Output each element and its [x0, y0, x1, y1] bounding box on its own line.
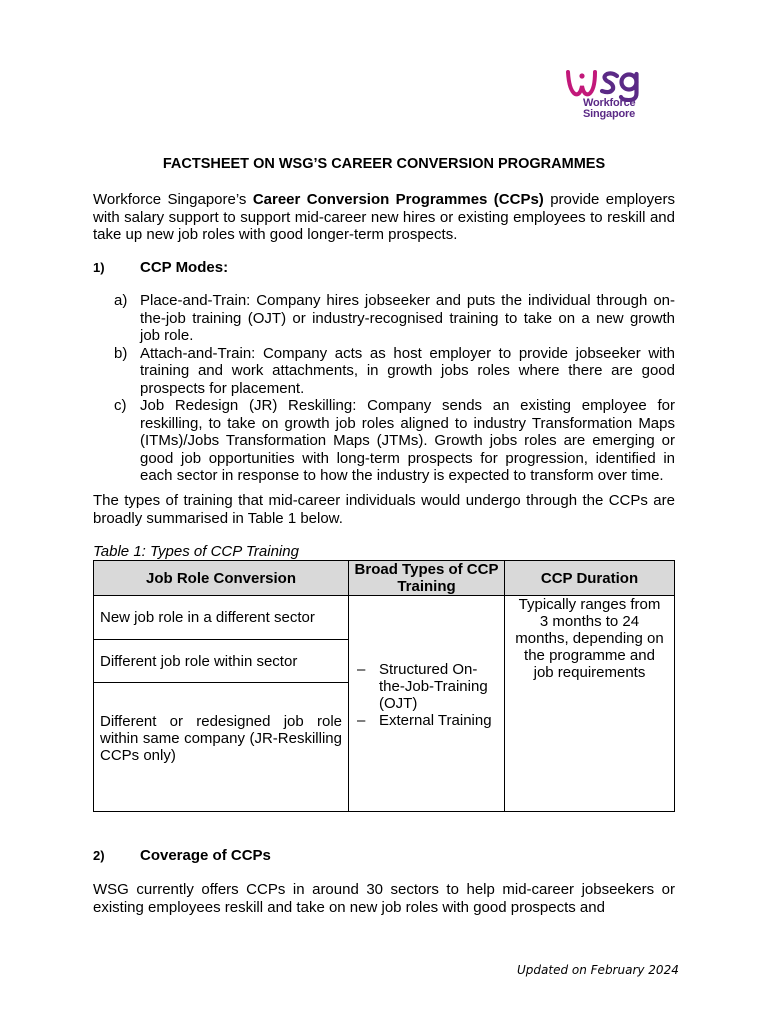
page-title: FACTSHEET ON WSG’S CAREER CONVERSION PROGRAMMES — [162, 156, 606, 172]
ccp-modes-list — [114, 292, 675, 485]
logo-text — [583, 98, 663, 120]
intro-paragraph — [93, 191, 675, 244]
section-2-number: 2) — [93, 848, 105, 863]
list-item — [114, 397, 675, 485]
intro-bold: Career Conversion Programmes (CCPs) — [252, 191, 544, 208]
coverage-paragraph: WSG currently offers CCPs in around 30 sectors to help mid-career jobseekers or existing employees reskill and take on new job roles with good prospects and — [93, 881, 675, 916]
table-cell-conversion — [94, 596, 349, 640]
conversion-text: New job role in a different sector — [100, 609, 315, 626]
conversion-text: Different or redesigned job role within same company (JR-Reskilling CCPs only) — [100, 713, 342, 764]
logo-line-1: Workforce — [583, 97, 636, 109]
table-cell-conversion — [94, 640, 349, 683]
list-item-label: b) — [114, 344, 128, 362]
training-types-list — [349, 596, 504, 729]
table-header-training: Broad Types of CCP Training — [349, 561, 505, 596]
section-2-title: Coverage of CCPs — [140, 847, 271, 864]
table-cell-training — [349, 596, 505, 812]
wsg-logo — [565, 62, 665, 132]
section-2-heading — [93, 847, 271, 864]
list-item-text: Job Redesign (JR) Reskilling: Company sends an existing employee for reskilling, to take on growth job roles aligned to industry Transformation Maps (ITMs)/Jobs Transformation Maps (JTMs). Growth jobs roles are emerging or good job opportunities with long-term prospects for progression, identified in each sector in response to how the industry is expected to transform over time. — [140, 397, 675, 484]
table-cell-conversion — [94, 683, 349, 812]
section-1-heading — [93, 259, 228, 276]
duration-text: Typically ranges from 3 months to 24 months, depending on the programme and job requirements — [515, 596, 664, 681]
intro-post: provide employers with salary support to support mid-career new hires or existing employees to reskill and take up new job roles with good longer-term prospects. — [93, 191, 675, 243]
list-item-text: Attach-and-Train: Company acts as host employer to provide jobseeker with training and work attachments, in growth jobs roles where there are good prospects for placement. — [140, 344, 675, 397]
list-item-label: a) — [114, 292, 128, 309]
list-item-label: c) — [114, 397, 127, 414]
dash-bullet: – — [357, 712, 366, 729]
wsg-logo-mark — [565, 62, 665, 102]
list-item — [114, 292, 675, 345]
intro-pre: Workforce Singapore’s — [93, 191, 253, 208]
footer-updated-date: Updated on February 2024 — [517, 963, 679, 977]
table-header-conversion: Job Role Conversion — [94, 561, 349, 596]
section-1-number: 1) — [93, 260, 105, 275]
table-header-duration: CCP Duration — [505, 561, 675, 596]
ccp-training-table — [93, 560, 675, 812]
training-type-text: Structured On-the-Job-Training (OJT) — [379, 661, 488, 712]
training-type-item — [357, 712, 500, 729]
conversion-text: Different job role within sector — [100, 652, 298, 670]
dash-bullet: – — [357, 661, 366, 678]
training-type-text: External Training — [379, 712, 492, 729]
training-type-item — [357, 661, 500, 712]
table-header-row — [94, 561, 675, 596]
section-1-title: CCP Modes: — [140, 259, 229, 276]
table-caption: Table 1: Types of CCP Training — [93, 543, 299, 560]
list-item-text: Place-and-Train: Company hires jobseeker and puts the individual through on-the-job training (OJT) or industry-recognised training to take on a new growth job role. — [140, 292, 675, 344]
list-item — [114, 345, 675, 398]
table-row — [94, 596, 675, 640]
logo-line-2: Singapore — [583, 108, 635, 120]
table-cell-duration — [505, 596, 675, 812]
training-paragraph: The types of training that mid-career individuals would undergo through the CCPs are broadly summarised in Table 1 below. — [93, 492, 675, 527]
